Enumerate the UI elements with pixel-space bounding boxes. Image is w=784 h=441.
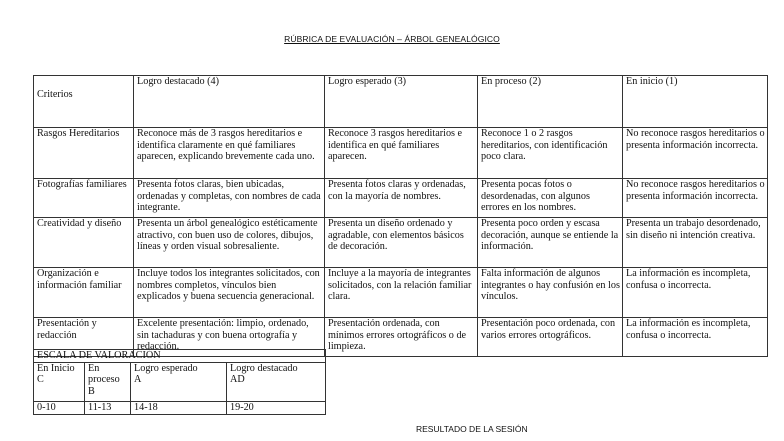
- descriptor-cell: Excelente presentación: limpio, ordenado, sin tachaduras y con buena ortografía y redacción.: [134, 318, 325, 357]
- header-criterios: Criterios: [34, 76, 134, 128]
- descriptor-cell: Reconoce 1 o 2 rasgos hereditarios, con identificación poco clara.: [478, 128, 623, 179]
- scale-range: 14-18: [131, 401, 227, 414]
- descriptor-cell: La información es incompleta, confusa o incorrecta.: [623, 268, 768, 318]
- descriptor-cell: Presenta pocas fotos o desordenadas, con algunos errores en los nombres.: [478, 179, 623, 218]
- descriptor-cell: Presenta un trabajo desordenado, sin diseño ni intención creativa.: [623, 218, 768, 268]
- scale-level-name: En proceso: [88, 362, 120, 386]
- descriptor-cell: Presentación ordenada, con mínimos errores ortográficos o de limpieza.: [325, 318, 478, 357]
- descriptor-cell: Presenta un diseño ordenado y agradable, con elementos básicos de decoración.: [325, 218, 478, 268]
- scale-level-name: Logro esperado: [134, 362, 198, 374]
- table-row: [34, 268, 768, 318]
- rubric-header-row: [34, 76, 768, 128]
- descriptor-cell: No reconoce rasgos hereditarios o presenta información incorrecta.: [623, 179, 768, 218]
- table-row: [34, 218, 768, 268]
- descriptor-cell: Reconoce 3 rasgos hereditarios e identifica en qué familiares aparecen.: [325, 128, 478, 179]
- descriptor-cell: Presentación poco ordenada, con varios errores ortográficos.: [478, 318, 623, 357]
- table-row: [34, 128, 768, 179]
- rubric-table: [33, 75, 768, 357]
- criterion-cell: Creatividad y diseño: [34, 218, 134, 268]
- scale-level: [227, 362, 326, 401]
- page-title: RÚBRICA DE EVALUACIÓN – ÁRBOL GENEALÓGICO: [284, 34, 500, 44]
- scale-level-code: AD: [230, 374, 245, 386]
- scale-level-code: C: [37, 374, 44, 386]
- scale-level-code: A: [134, 374, 142, 386]
- scale-level: [34, 362, 85, 401]
- descriptor-cell: La información es incompleta, confusa o incorrecta.: [623, 318, 768, 357]
- scale-range: 0-10: [34, 401, 85, 414]
- descriptor-cell: Reconoce más de 3 rasgos hereditarios e identifica claramente en qué familiares aparecen, explicando brevemente cada uno.: [134, 128, 325, 179]
- header-logro-esperado: Logro esperado (3): [325, 76, 478, 128]
- session-result-label: RESULTADO DE LA SESIÓN: [416, 424, 528, 434]
- descriptor-cell: Incluye todos los integrantes solicitados, con nombres completos, vínculos bien explicados y buena secuencia generacional.: [134, 268, 325, 318]
- scale-levels-row: [34, 362, 326, 401]
- scale-title-row: [34, 350, 326, 363]
- scale-level: [131, 362, 227, 401]
- criterion-cell: Organización e información familiar: [34, 268, 134, 318]
- scale-range: 19-20: [227, 401, 326, 414]
- descriptor-cell: Incluye a la mayoría de integrantes solicitados, con la relación familiar clara.: [325, 268, 478, 318]
- header-en-proceso: En proceso (2): [478, 76, 623, 128]
- scale-title: ESCALA DE VALORACIÓN: [34, 350, 326, 363]
- scale-range: 11-13: [85, 401, 131, 414]
- criterion-cell: Fotografías familiares: [34, 179, 134, 218]
- header-en-inicio: En inicio (1): [623, 76, 768, 128]
- header-logro-destacado: Logro destacado (4): [134, 76, 325, 128]
- scale-level-code: B: [88, 385, 95, 397]
- criterion-cell: Presentación y redacción: [34, 318, 134, 357]
- scale-level-name: En Inicio: [37, 362, 75, 374]
- descriptor-cell: Presenta fotos claras, bien ubicadas, ordenadas y completas, con nombres de cada integrante.: [134, 179, 325, 218]
- descriptor-cell: Presenta poco orden y escasa decoración, aunque se entiende la información.: [478, 218, 623, 268]
- table-row: [34, 179, 768, 218]
- descriptor-cell: Falta información de algunos integrantes o hay confusión en los vínculos.: [478, 268, 623, 318]
- criterion-cell: Rasgos Hereditarios: [34, 128, 134, 179]
- scale-ranges-row: [34, 401, 326, 414]
- descriptor-cell: Presenta fotos claras y ordenadas, con la mayoría de nombres.: [325, 179, 478, 218]
- descriptor-cell: No reconoce rasgos hereditarios o presenta información incorrecta.: [623, 128, 768, 179]
- scale-level: [85, 362, 131, 401]
- scale-level-name: Logro destacado: [230, 362, 298, 374]
- descriptor-cell: Presenta un árbol genealógico estéticamente atractivo, con buen uso de colores, dibujos, líneas y orden visual sobresaliente.: [134, 218, 325, 268]
- grading-scale-table: [33, 349, 326, 415]
